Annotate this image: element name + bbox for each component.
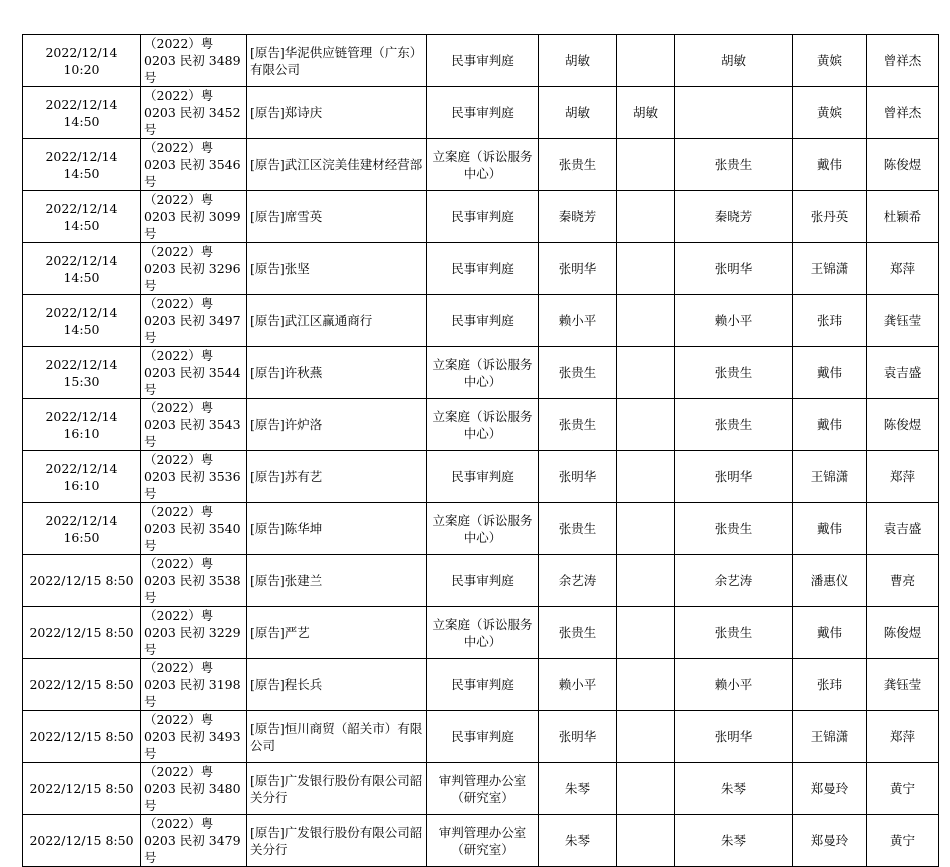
judge-column-6-cell bbox=[617, 347, 675, 399]
clerk-cell: 戴伟 bbox=[793, 347, 867, 399]
case-number-cell: （2022）粤 0203 民初 3546 号 bbox=[141, 139, 247, 191]
table-row bbox=[23, 711, 939, 763]
clerk-cell: 王锦潇 bbox=[793, 451, 867, 503]
department-cell: 民事审判庭 bbox=[427, 295, 539, 347]
presiding-judge-cell: 张贵生 bbox=[539, 503, 617, 555]
party-cell: [原告]严艺 bbox=[247, 607, 427, 659]
presiding-judge-cell: 余艺涛 bbox=[539, 555, 617, 607]
presiding-judge-cell: 张明华 bbox=[539, 711, 617, 763]
presiding-judge-cell: 秦晓芳 bbox=[539, 191, 617, 243]
judge-column-7-cell: 张贵生 bbox=[675, 503, 793, 555]
case-number-cell: （2022）粤 0203 民初 3198 号 bbox=[141, 659, 247, 711]
table-row bbox=[23, 87, 939, 139]
table-row bbox=[23, 35, 939, 87]
clerk-cell: 戴伟 bbox=[793, 399, 867, 451]
table-row bbox=[23, 139, 939, 191]
party-cell: [原告]广发银行股份有限公司韶关分行 bbox=[247, 815, 427, 867]
department-cell: 民事审判庭 bbox=[427, 191, 539, 243]
clerk-cell: 黄嫔 bbox=[793, 35, 867, 87]
clerk-cell: 郑曼玲 bbox=[793, 763, 867, 815]
department-cell: 民事审判庭 bbox=[427, 659, 539, 711]
judge-column-6-cell bbox=[617, 711, 675, 763]
secretary-cell: 郑萍 bbox=[867, 711, 939, 763]
judge-column-7-cell: 张明华 bbox=[675, 243, 793, 295]
judge-column-6-cell bbox=[617, 659, 675, 711]
party-cell: [原告]程长兵 bbox=[247, 659, 427, 711]
judge-column-7-cell: 余艺涛 bbox=[675, 555, 793, 607]
party-cell: [原告]广发银行股份有限公司韶关分行 bbox=[247, 763, 427, 815]
party-cell: [原告]席雪英 bbox=[247, 191, 427, 243]
hearing-datetime-cell: 2022/12/15 8:50 bbox=[23, 555, 141, 607]
secretary-cell: 曾祥杰 bbox=[867, 35, 939, 87]
case-number-cell: （2022）粤 0203 民初 3544 号 bbox=[141, 347, 247, 399]
judge-column-6-cell bbox=[617, 191, 675, 243]
hearing-datetime-cell: 2022/12/15 8:50 bbox=[23, 659, 141, 711]
case-number-cell: （2022）粤 0203 民初 3497 号 bbox=[141, 295, 247, 347]
department-cell: 民事审判庭 bbox=[427, 451, 539, 503]
table-row bbox=[23, 659, 939, 711]
secretary-cell: 袁吉盛 bbox=[867, 347, 939, 399]
clerk-cell: 王锦潇 bbox=[793, 711, 867, 763]
secretary-cell: 陈俊煜 bbox=[867, 607, 939, 659]
department-cell: 民事审判庭 bbox=[427, 87, 539, 139]
department-cell: 立案庭（诉讼服务中心） bbox=[427, 607, 539, 659]
case-number-cell: （2022）粤 0203 民初 3543 号 bbox=[141, 399, 247, 451]
judge-column-7-cell bbox=[675, 87, 793, 139]
judge-column-6-cell bbox=[617, 451, 675, 503]
judge-column-6-cell bbox=[617, 555, 675, 607]
party-cell: [原告]苏有艺 bbox=[247, 451, 427, 503]
clerk-cell: 张丹英 bbox=[793, 191, 867, 243]
hearing-datetime-cell: 2022/12/14 15:30 bbox=[23, 347, 141, 399]
case-number-cell: （2022）粤 0203 民初 3479 号 bbox=[141, 815, 247, 867]
table-row bbox=[23, 815, 939, 867]
party-cell: [原告]华泥供应链管理（广东）有限公司 bbox=[247, 35, 427, 87]
party-cell: [原告]张坚 bbox=[247, 243, 427, 295]
judge-column-6-cell bbox=[617, 139, 675, 191]
clerk-cell: 戴伟 bbox=[793, 607, 867, 659]
hearing-datetime-cell: 2022/12/14 14:50 bbox=[23, 191, 141, 243]
case-number-cell: （2022）粤 0203 民初 3489 号 bbox=[141, 35, 247, 87]
presiding-judge-cell: 张明华 bbox=[539, 451, 617, 503]
judge-column-6-cell bbox=[617, 295, 675, 347]
secretary-cell: 郑萍 bbox=[867, 243, 939, 295]
judge-column-7-cell: 张贵生 bbox=[675, 399, 793, 451]
judge-column-7-cell: 秦晓芳 bbox=[675, 191, 793, 243]
secretary-cell: 曹亮 bbox=[867, 555, 939, 607]
party-cell: [原告]许秋燕 bbox=[247, 347, 427, 399]
presiding-judge-cell: 张贵生 bbox=[539, 139, 617, 191]
hearing-datetime-cell: 2022/12/14 16:10 bbox=[23, 399, 141, 451]
table-row bbox=[23, 607, 939, 659]
party-cell: [原告]武江区浣美佳建材经营部 bbox=[247, 139, 427, 191]
judge-column-7-cell: 张贵生 bbox=[675, 139, 793, 191]
table-row bbox=[23, 503, 939, 555]
secretary-cell: 杜颖希 bbox=[867, 191, 939, 243]
party-cell: [原告]陈华坤 bbox=[247, 503, 427, 555]
department-cell: 民事审判庭 bbox=[427, 555, 539, 607]
judge-column-6-cell bbox=[617, 243, 675, 295]
judge-column-7-cell: 张明华 bbox=[675, 451, 793, 503]
table-row bbox=[23, 763, 939, 815]
secretary-cell: 郑萍 bbox=[867, 451, 939, 503]
clerk-cell: 郑曼玲 bbox=[793, 815, 867, 867]
judge-column-6-cell bbox=[617, 763, 675, 815]
hearing-datetime-cell: 2022/12/15 8:50 bbox=[23, 763, 141, 815]
judge-column-6-cell bbox=[617, 35, 675, 87]
judge-column-7-cell: 张明华 bbox=[675, 711, 793, 763]
table-row bbox=[23, 555, 939, 607]
presiding-judge-cell: 胡敏 bbox=[539, 35, 617, 87]
secretary-cell: 陈俊煜 bbox=[867, 139, 939, 191]
judge-column-6-cell: 胡敏 bbox=[617, 87, 675, 139]
department-cell: 民事审判庭 bbox=[427, 35, 539, 87]
department-cell: 民事审判庭 bbox=[427, 711, 539, 763]
department-cell: 立案庭（诉讼服务中心） bbox=[427, 503, 539, 555]
presiding-judge-cell: 赖小平 bbox=[539, 659, 617, 711]
judge-column-7-cell: 胡敏 bbox=[675, 35, 793, 87]
hearing-datetime-cell: 2022/12/14 14:50 bbox=[23, 87, 141, 139]
presiding-judge-cell: 张贵生 bbox=[539, 607, 617, 659]
table-row bbox=[23, 347, 939, 399]
hearing-datetime-cell: 2022/12/14 16:10 bbox=[23, 451, 141, 503]
judge-column-7-cell: 张贵生 bbox=[675, 607, 793, 659]
judge-column-7-cell: 朱琴 bbox=[675, 815, 793, 867]
hearing-datetime-cell: 2022/12/14 14:50 bbox=[23, 243, 141, 295]
clerk-cell: 戴伟 bbox=[793, 503, 867, 555]
presiding-judge-cell: 胡敏 bbox=[539, 87, 617, 139]
secretary-cell: 黄宁 bbox=[867, 763, 939, 815]
hearing-datetime-cell: 2022/12/14 10:20 bbox=[23, 35, 141, 87]
case-number-cell: （2022）粤 0203 民初 3296 号 bbox=[141, 243, 247, 295]
department-cell: 立案庭（诉讼服务中心） bbox=[427, 399, 539, 451]
party-cell: [原告]许炉洛 bbox=[247, 399, 427, 451]
case-number-cell: （2022）粤 0203 民初 3452 号 bbox=[141, 87, 247, 139]
table-row bbox=[23, 295, 939, 347]
hearing-datetime-cell: 2022/12/15 8:50 bbox=[23, 711, 141, 763]
party-cell: [原告]武江区赢通商行 bbox=[247, 295, 427, 347]
judge-column-6-cell bbox=[617, 503, 675, 555]
table-row bbox=[23, 399, 939, 451]
department-cell: 审判管理办公室（研究室） bbox=[427, 815, 539, 867]
presiding-judge-cell: 张明华 bbox=[539, 243, 617, 295]
secretary-cell: 龚钰莹 bbox=[867, 295, 939, 347]
case-number-cell: （2022）粤 0203 民初 3229 号 bbox=[141, 607, 247, 659]
judge-column-7-cell: 朱琴 bbox=[675, 763, 793, 815]
presiding-judge-cell: 朱琴 bbox=[539, 815, 617, 867]
hearing-datetime-cell: 2022/12/14 14:50 bbox=[23, 139, 141, 191]
judge-column-7-cell: 赖小平 bbox=[675, 295, 793, 347]
presiding-judge-cell: 朱琴 bbox=[539, 763, 617, 815]
judge-column-6-cell bbox=[617, 607, 675, 659]
department-cell: 立案庭（诉讼服务中心） bbox=[427, 347, 539, 399]
department-cell: 审判管理办公室（研究室） bbox=[427, 763, 539, 815]
clerk-cell: 王锦潇 bbox=[793, 243, 867, 295]
secretary-cell: 黄宁 bbox=[867, 815, 939, 867]
presiding-judge-cell: 赖小平 bbox=[539, 295, 617, 347]
judge-column-7-cell: 赖小平 bbox=[675, 659, 793, 711]
clerk-cell: 黄嫔 bbox=[793, 87, 867, 139]
hearing-datetime-cell: 2022/12/14 16:50 bbox=[23, 503, 141, 555]
secretary-cell: 陈俊煜 bbox=[867, 399, 939, 451]
secretary-cell: 龚钰莹 bbox=[867, 659, 939, 711]
judge-column-7-cell: 张贵生 bbox=[675, 347, 793, 399]
table-row bbox=[23, 243, 939, 295]
clerk-cell: 张玮 bbox=[793, 295, 867, 347]
party-cell: [原告]郑诗庆 bbox=[247, 87, 427, 139]
case-number-cell: （2022）粤 0203 民初 3538 号 bbox=[141, 555, 247, 607]
hearing-schedule-table bbox=[22, 34, 939, 867]
judge-column-6-cell bbox=[617, 399, 675, 451]
table-row bbox=[23, 451, 939, 503]
party-cell: [原告]恒川商贸（韶关市）有限公司 bbox=[247, 711, 427, 763]
clerk-cell: 潘惠仪 bbox=[793, 555, 867, 607]
secretary-cell: 曾祥杰 bbox=[867, 87, 939, 139]
case-number-cell: （2022）粤 0203 民初 3540 号 bbox=[141, 503, 247, 555]
presiding-judge-cell: 张贵生 bbox=[539, 347, 617, 399]
table-row bbox=[23, 191, 939, 243]
department-cell: 立案庭（诉讼服务中心） bbox=[427, 139, 539, 191]
case-number-cell: （2022）粤 0203 民初 3536 号 bbox=[141, 451, 247, 503]
judge-column-6-cell bbox=[617, 815, 675, 867]
hearing-datetime-cell: 2022/12/15 8:50 bbox=[23, 607, 141, 659]
clerk-cell: 戴伟 bbox=[793, 139, 867, 191]
party-cell: [原告]张建兰 bbox=[247, 555, 427, 607]
clerk-cell: 张玮 bbox=[793, 659, 867, 711]
department-cell: 民事审判庭 bbox=[427, 243, 539, 295]
case-number-cell: （2022）粤 0203 民初 3480 号 bbox=[141, 763, 247, 815]
case-number-cell: （2022）粤 0203 民初 3493 号 bbox=[141, 711, 247, 763]
hearing-datetime-cell: 2022/12/14 14:50 bbox=[23, 295, 141, 347]
presiding-judge-cell: 张贵生 bbox=[539, 399, 617, 451]
case-number-cell: （2022）粤 0203 民初 3099 号 bbox=[141, 191, 247, 243]
secretary-cell: 袁吉盛 bbox=[867, 503, 939, 555]
hearing-datetime-cell: 2022/12/15 8:50 bbox=[23, 815, 141, 867]
